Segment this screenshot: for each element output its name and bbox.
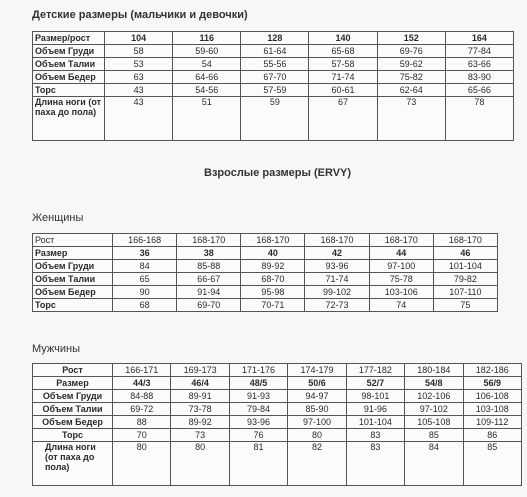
table-cell: 85 — [463, 442, 521, 486]
table-cell: 90 — [113, 286, 177, 299]
table-cell: 177-182 — [346, 364, 404, 377]
table-cell: 97-102 — [405, 403, 463, 416]
table-row — [33, 84, 514, 97]
table-row — [33, 32, 514, 45]
table-cell: 75-82 — [377, 71, 445, 84]
table-row — [33, 390, 522, 403]
table-cell: 89-91 — [171, 390, 229, 403]
table-cell: 128 — [241, 32, 309, 45]
row-label: Торс — [33, 299, 113, 312]
table-cell: 84 — [405, 442, 463, 486]
row-label: Объем Талии — [33, 58, 105, 71]
row-label: Рост — [33, 234, 113, 247]
table-row — [33, 286, 498, 299]
table-row — [33, 97, 514, 141]
table-row — [33, 273, 498, 286]
men-size-table — [32, 363, 522, 486]
table-cell: 51 — [173, 97, 241, 141]
table-cell: 103-108 — [463, 403, 521, 416]
table-cell: 42 — [305, 247, 369, 260]
table-cell: 97-100 — [288, 416, 346, 429]
table-cell: 79-82 — [433, 273, 497, 286]
table-cell: 58 — [105, 45, 173, 58]
table-row — [33, 403, 522, 416]
row-label: Объем Талии — [33, 273, 113, 286]
table-cell: 36 — [113, 247, 177, 260]
table-cell: 81 — [229, 442, 287, 486]
table-cell: 69-72 — [113, 403, 171, 416]
row-label: Рост — [33, 364, 113, 377]
table-cell: 182-186 — [463, 364, 521, 377]
women-section-title: Женщины — [32, 212, 84, 224]
table-cell: 59-60 — [173, 45, 241, 58]
table-cell: 70-71 — [241, 299, 305, 312]
table-cell: 52/7 — [346, 377, 404, 390]
kids-size-table — [32, 31, 514, 141]
table-cell: 48/5 — [229, 377, 287, 390]
table-cell: 65 — [113, 273, 177, 286]
table-cell: 82 — [288, 442, 346, 486]
table-cell: 89-92 — [171, 416, 229, 429]
row-label: Размер — [33, 377, 113, 390]
table-cell: 83-90 — [445, 71, 513, 84]
table-cell: 91-96 — [346, 403, 404, 416]
table-cell: 84 — [113, 260, 177, 273]
table-row — [33, 45, 514, 58]
table-cell: 50/6 — [288, 377, 346, 390]
table-cell: 104 — [105, 32, 173, 45]
table-cell: 169-173 — [171, 364, 229, 377]
table-cell: 171-176 — [229, 364, 287, 377]
table-row — [33, 299, 498, 312]
row-label: Размер — [33, 247, 113, 260]
row-label: Торс — [33, 84, 105, 97]
table-cell: 73-78 — [171, 403, 229, 416]
table-cell: 66-67 — [177, 273, 241, 286]
table-cell: 101-104 — [433, 260, 497, 273]
row-label: Торс — [33, 429, 113, 442]
table-cell: 44/3 — [113, 377, 171, 390]
table-cell: 105-108 — [405, 416, 463, 429]
table-row — [33, 71, 514, 84]
kids-sizes-title: Детские размеры (мальчики и девочки) — [32, 9, 248, 21]
table-cell: 85 — [405, 429, 463, 442]
table-cell: 180-184 — [405, 364, 463, 377]
table-cell: 57-58 — [309, 58, 377, 71]
table-cell: 65-68 — [309, 45, 377, 58]
table-cell: 64-66 — [173, 71, 241, 84]
table-cell: 46/4 — [171, 377, 229, 390]
table-cell: 86 — [463, 429, 521, 442]
table-cell: 57-59 — [241, 84, 309, 97]
table-cell: 152 — [377, 32, 445, 45]
men-section-title: Мужчины — [32, 343, 81, 355]
row-label: Объем Талии — [33, 403, 113, 416]
table-cell: 93-96 — [305, 260, 369, 273]
table-cell: 83 — [346, 442, 404, 486]
row-label: Объем Груди — [33, 45, 105, 58]
table-cell: 69-76 — [377, 45, 445, 58]
table-row — [33, 442, 522, 486]
table-cell: 73 — [377, 97, 445, 141]
table-cell: 43 — [105, 97, 173, 141]
table-cell: 73 — [171, 429, 229, 442]
table-cell: 140 — [309, 32, 377, 45]
table-cell: 103-106 — [369, 286, 433, 299]
table-cell: 116 — [173, 32, 241, 45]
table-cell: 67-70 — [241, 71, 309, 84]
table-cell: 59 — [241, 97, 309, 141]
table-row — [33, 58, 514, 71]
table-cell: 68-70 — [241, 273, 305, 286]
table-cell: 40 — [241, 247, 305, 260]
table-cell: 75 — [433, 299, 497, 312]
row-label: Объем Груди — [33, 390, 113, 403]
row-label: Длина ноги (от паха до пола) — [33, 442, 113, 486]
table-cell: 83 — [346, 429, 404, 442]
table-cell: 76 — [229, 429, 287, 442]
row-label: Размер/рост — [33, 32, 105, 45]
table-cell: 43 — [105, 84, 173, 97]
table-cell: 95-98 — [241, 286, 305, 299]
table-cell: 71-74 — [305, 273, 369, 286]
adult-sizes-title: Взрослые размеры (ERVY) — [204, 167, 352, 179]
table-row — [33, 429, 522, 442]
table-cell: 98-101 — [346, 390, 404, 403]
table-cell: 38 — [177, 247, 241, 260]
table-cell: 80 — [288, 429, 346, 442]
table-cell: 62-64 — [377, 84, 445, 97]
women-size-table — [32, 233, 498, 312]
table-cell: 88 — [113, 416, 171, 429]
table-cell: 54 — [173, 58, 241, 71]
table-cell: 164 — [445, 32, 513, 45]
table-cell: 63 — [105, 71, 173, 84]
table-cell: 168-170 — [177, 234, 241, 247]
table-cell: 80 — [171, 442, 229, 486]
table-cell: 94-97 — [288, 390, 346, 403]
table-row — [33, 416, 522, 429]
table-cell: 56/9 — [463, 377, 521, 390]
table-cell: 74 — [369, 299, 433, 312]
table-cell: 174-179 — [288, 364, 346, 377]
row-label: Объем Груди — [33, 260, 113, 273]
table-cell: 53 — [105, 58, 173, 71]
table-cell: 63-66 — [445, 58, 513, 71]
table-row — [33, 377, 522, 390]
table-cell: 101-104 — [346, 416, 404, 429]
table-cell: 65-66 — [445, 84, 513, 97]
table-cell: 91-93 — [229, 390, 287, 403]
table-row — [33, 260, 498, 273]
table-cell: 79-84 — [229, 403, 287, 416]
table-cell: 106-108 — [463, 390, 521, 403]
table-cell: 46 — [433, 247, 497, 260]
table-cell: 166-168 — [113, 234, 177, 247]
table-cell: 60-61 — [309, 84, 377, 97]
table-row — [33, 364, 522, 377]
table-cell: 54/8 — [405, 377, 463, 390]
table-cell: 59-62 — [377, 58, 445, 71]
table-row — [33, 234, 498, 247]
table-cell: 54-56 — [173, 84, 241, 97]
table-cell: 84-88 — [113, 390, 171, 403]
table-cell: 89-92 — [241, 260, 305, 273]
table-cell: 91-94 — [177, 286, 241, 299]
table-cell: 93-96 — [229, 416, 287, 429]
table-cell: 107-110 — [433, 286, 497, 299]
table-cell: 67 — [309, 97, 377, 141]
table-cell: 77-84 — [445, 45, 513, 58]
table-cell: 72-73 — [305, 299, 369, 312]
table-cell: 109-112 — [463, 416, 521, 429]
table-cell: 97-100 — [369, 260, 433, 273]
table-row — [33, 247, 498, 260]
table-cell: 78 — [445, 97, 513, 141]
row-label: Объем Бедер — [33, 416, 113, 429]
table-cell: 85-90 — [288, 403, 346, 416]
table-cell: 168-170 — [433, 234, 497, 247]
table-cell: 70 — [113, 429, 171, 442]
table-cell: 85-88 — [177, 260, 241, 273]
table-cell: 168-170 — [305, 234, 369, 247]
table-cell: 61-64 — [241, 45, 309, 58]
table-cell: 75-78 — [369, 273, 433, 286]
table-cell: 71-74 — [309, 71, 377, 84]
table-cell: 166-171 — [113, 364, 171, 377]
table-cell: 168-170 — [241, 234, 305, 247]
row-label: Объем Бедер — [33, 71, 105, 84]
table-cell: 55-56 — [241, 58, 309, 71]
table-cell: 99-102 — [305, 286, 369, 299]
table-cell: 102-106 — [405, 390, 463, 403]
row-label: Объем Бедер — [33, 286, 113, 299]
table-cell: 168-170 — [369, 234, 433, 247]
row-label: Длина ноги (от паха до пола) — [33, 97, 105, 141]
table-cell: 69-70 — [177, 299, 241, 312]
table-cell: 68 — [113, 299, 177, 312]
table-cell: 44 — [369, 247, 433, 260]
table-cell: 80 — [113, 442, 171, 486]
